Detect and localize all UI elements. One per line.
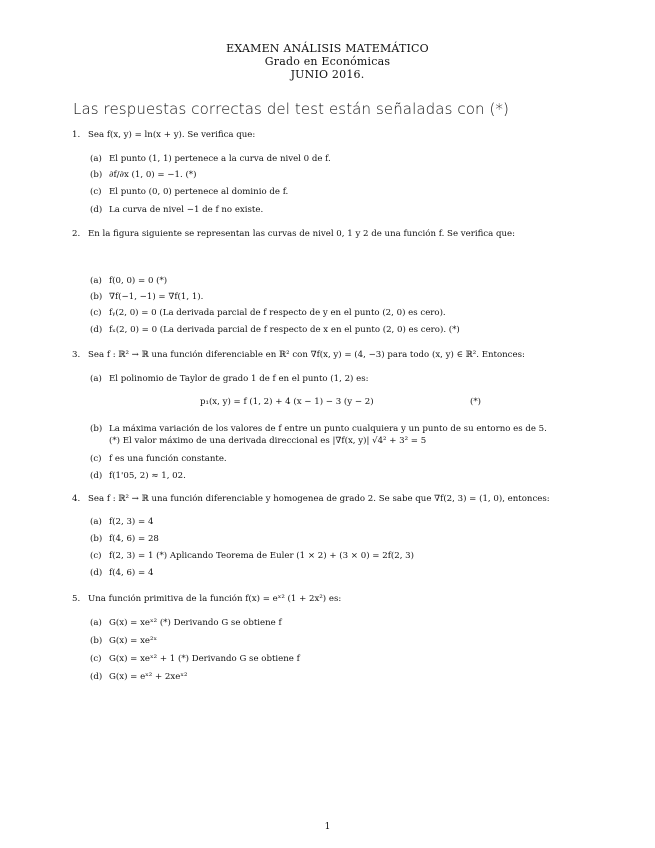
q3-option-b-note: (*) El valor máximo de una derivada direccional es |∇f(x, y)| √4² + 3² = 5 [109, 436, 427, 446]
question-number: 2. [72, 229, 81, 239]
option-label: (b) [90, 170, 103, 180]
question-text: Una función primitiva de la función f(x) = eˣ² (1 + 2x²) es: [88, 594, 342, 604]
question-text: Sea f : ℝ² → ℝ una función diferenciable y homogenea de grado 2. Se sabe que ∇f(2, 3) = (1, 0), entonces: [88, 494, 550, 504]
question-text: En la figura siguiente se representan las curvas de nivel 0, 1 y 2 de una función f. Se verifica que: [88, 229, 515, 239]
option-text: La curva de nivel −1 de f no existe. [109, 205, 264, 215]
exam-date: JUNIO 2016. [290, 68, 365, 81]
q2-option-d [90, 325, 460, 335]
option-label: (d) [90, 205, 103, 215]
q4-option-a [90, 517, 153, 527]
option-text: f(2, 3) = 4 [109, 517, 154, 527]
question-3 [72, 350, 525, 360]
exam-title: EXAMEN ANÁLISIS MATEMÁTICO [226, 42, 429, 55]
q1-option-d [90, 205, 263, 215]
q3-option-a [90, 374, 369, 384]
option-label: (a) [90, 517, 102, 527]
option-label: (d) [90, 672, 103, 682]
q1-option-a [90, 154, 331, 164]
option-label: (b) [90, 636, 103, 646]
q5-option-c [90, 654, 300, 664]
q5-option-b [90, 636, 157, 646]
option-label: (a) [90, 618, 102, 628]
option-label: (d) [90, 471, 103, 481]
option-text: La máxima variación de los valores de f entre un punto cualquiera y un punto de su entorno es de 5. [109, 424, 547, 434]
q3-option-c [90, 454, 227, 464]
option-label: (b) [90, 424, 103, 434]
q2-option-b [90, 292, 203, 302]
correct-mark: (*) [470, 397, 482, 407]
option-text: El punto (1, 1) pertenece a la curva de nivel 0 de f. [109, 154, 331, 164]
option-label: (b) [90, 292, 103, 302]
option-text: ∇f(−1, −1) = ∇f(1, 1). [109, 292, 204, 302]
option-text: f(2, 3) = 1 (*) Aplicando Teorema de Euler (1 × 2) + (3 × 0) = 2f(2, 3) [109, 551, 414, 561]
option-text: f(1'05, 2) ≈ 1, 02. [109, 471, 186, 481]
question-number: 5. [72, 594, 81, 604]
option-text: El punto (0, 0) pertenece al dominio de f. [109, 187, 289, 197]
q1-option-c [90, 187, 288, 197]
option-text: G(x) = xe²ˣ [109, 636, 158, 646]
question-text: Sea f(x, y) = ln(x + y). Se verifica que: [88, 130, 256, 140]
question-1 [72, 130, 255, 140]
question-2 [72, 229, 515, 239]
question-4 [72, 494, 550, 504]
q5-option-a [90, 618, 282, 628]
page-number: 1 [324, 822, 331, 832]
option-text: G(x) = eˣ² + 2xeˣ² [109, 672, 188, 682]
question-number: 4. [72, 494, 81, 504]
option-text: G(x) = xeˣ² + 1 (*) Derivando G se obtiene f [109, 654, 300, 664]
answers-note: Las respuestas correctas del test están señaladas con (*) [73, 100, 509, 118]
question-5 [72, 594, 341, 604]
option-text: f(0, 0) = 0 (*) [109, 276, 168, 286]
option-text: f(4, 6) = 28 [109, 534, 159, 544]
q4-option-b [90, 534, 159, 544]
option-label: (a) [90, 276, 102, 286]
option-label: (c) [90, 454, 102, 464]
option-text: f(4, 6) = 4 [109, 568, 154, 578]
option-label: (c) [90, 654, 102, 664]
option-label: (c) [90, 187, 102, 197]
q3-option-d [90, 471, 186, 481]
q2-option-c [90, 308, 446, 318]
q3-option-b [90, 424, 547, 434]
question-number: 1. [72, 130, 81, 140]
option-text: ∂f/∂x (1, 0) = −1. (*) [109, 170, 197, 180]
option-label: (c) [90, 308, 102, 318]
q4-option-c [90, 551, 414, 561]
option-text: fᵧ(2, 0) = 0 (La derivada parcial de f respecto de y en el punto (2, 0) es cero). [109, 308, 446, 318]
option-text: El polinomio de Taylor de grado 1 de f en el punto (1, 2) es: [109, 374, 369, 384]
taylor-formula: p₁(x, y) = f (1, 2) + 4 (x − 1) − 3 (y − 2) [200, 397, 374, 407]
option-label: (c) [90, 551, 102, 561]
q5-option-d [90, 672, 187, 682]
option-text: f es una función constante. [109, 454, 227, 464]
option-label: (a) [90, 154, 102, 164]
option-label: (d) [90, 568, 103, 578]
option-text: G(x) = xeˣ² (*) Derivando G se obtiene f [109, 618, 282, 628]
q2-option-a [90, 276, 167, 286]
q4-option-d [90, 568, 153, 578]
option-text: fₓ(2, 0) = 0 (La derivada parcial de f respecto de x en el punto (2, 0) es cero). (*) [109, 325, 460, 335]
question-number: 3. [72, 350, 81, 360]
option-label: (a) [90, 374, 102, 384]
option-label: (d) [90, 325, 103, 335]
option-label: (b) [90, 534, 103, 544]
question-text: Sea f : ℝ² → ℝ una función diferenciable en ℝ² con ∇f(x, y) = (4, −3) para todo (x, y) ∈ ℝ². Entonces: [88, 350, 525, 360]
q1-option-b [90, 170, 196, 180]
exam-degree: Grado en Económicas [264, 55, 391, 68]
